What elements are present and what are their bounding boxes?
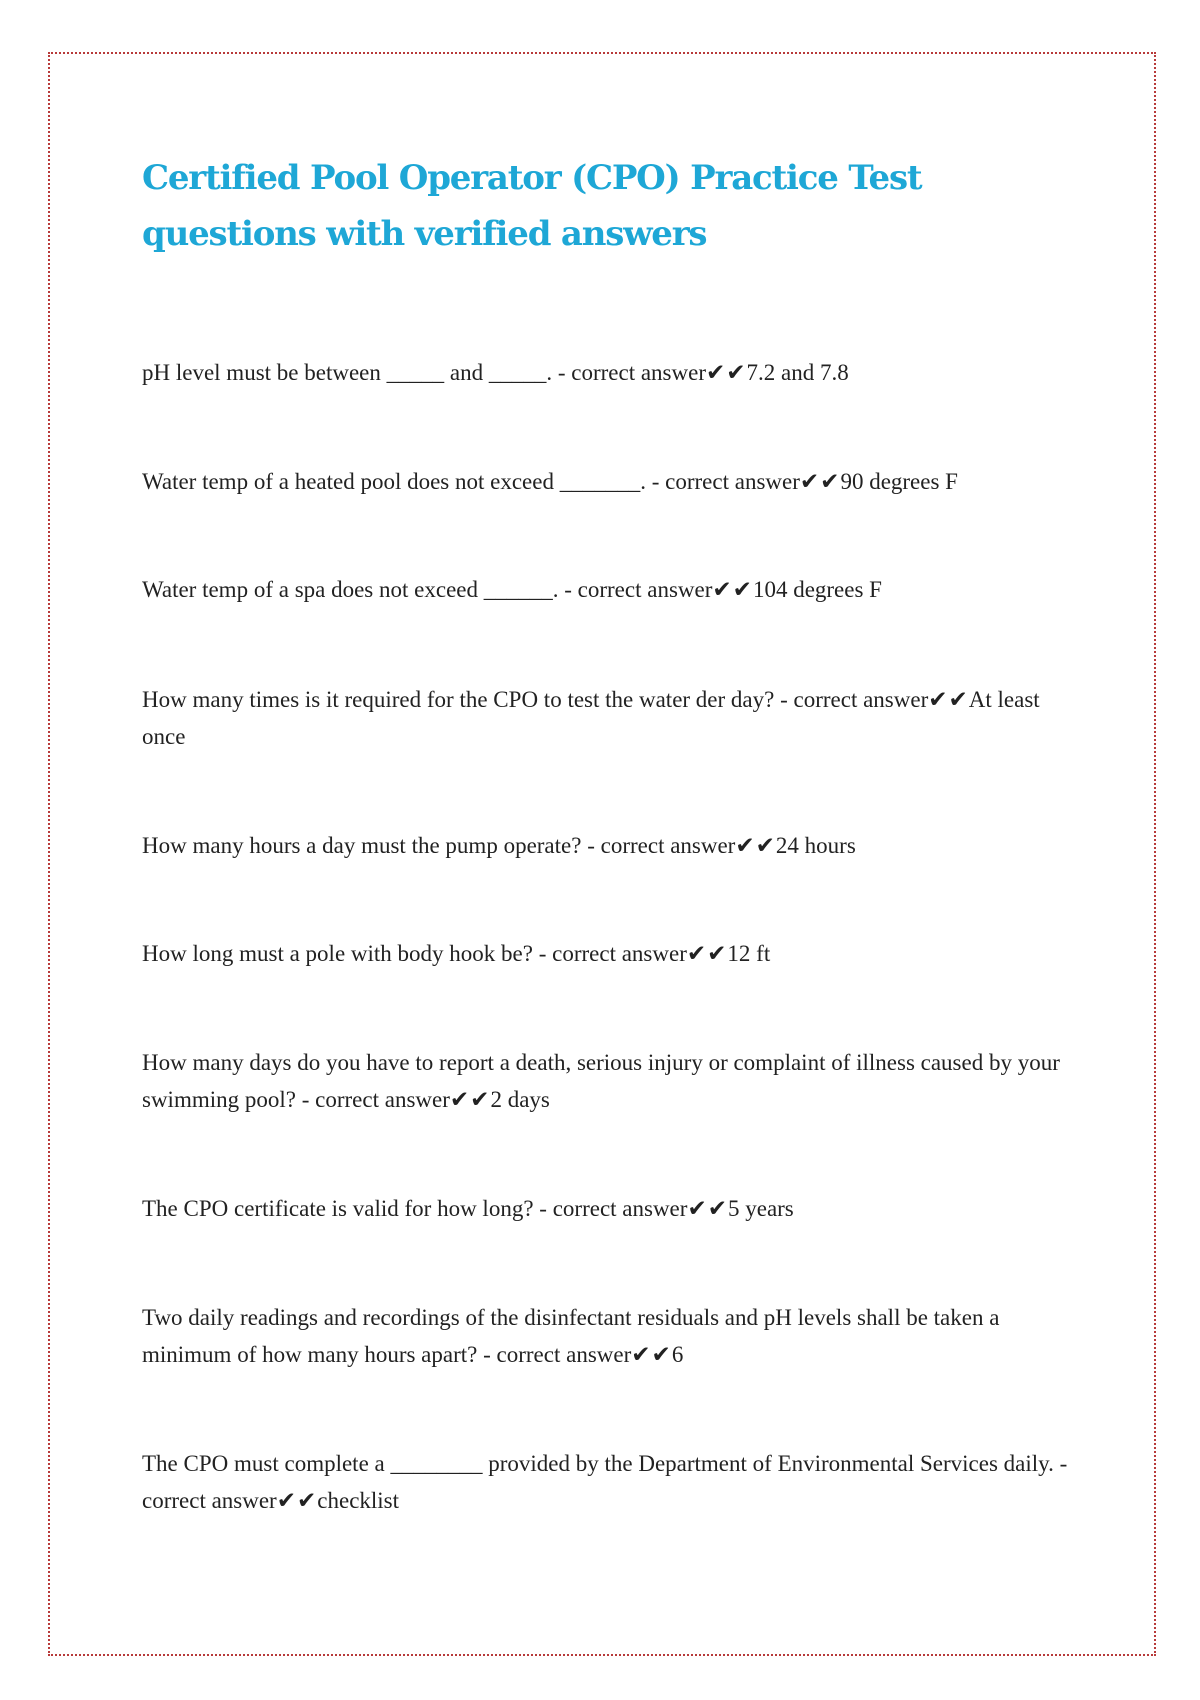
answer-label: correct answer — [571, 360, 706, 385]
check-icon: ✔✔ — [276, 1488, 318, 1513]
qa-item — [142, 1445, 1072, 1519]
answer-label: correct answer — [315, 1087, 450, 1112]
answer-separator: - — [1053, 1451, 1068, 1476]
answer-label: correct answer — [496, 1342, 632, 1367]
answer-separator: - — [645, 469, 666, 494]
check-icon: ✔✔ — [687, 1196, 728, 1221]
answer-text: 104 degrees F — [752, 577, 882, 602]
answer-label: correct answer — [600, 833, 736, 858]
qa-item — [142, 935, 1072, 972]
question-text: Two daily readings and recordings of the disinfectant residuals and pH levels shall be taken a minimum of how many hours apart? — [142, 1305, 1000, 1367]
answer-text: 90 degrees F — [840, 469, 958, 494]
answer-label: correct answer — [552, 941, 687, 966]
document-title: Certified Pool Operator (CPO) Practice Test questions with verified answers — [142, 158, 922, 254]
answer-text: 6 — [671, 1342, 684, 1367]
qa-item — [142, 1044, 1072, 1118]
question-text: How long must a pole with body hook be? — [142, 941, 533, 966]
answer-text: 12 ft — [727, 941, 771, 966]
answer-label: correct answer — [577, 577, 713, 602]
question-text: Water temp of a spa does not exceed ______. — [142, 577, 559, 602]
qa-item — [142, 571, 1072, 608]
check-icon: ✔✔ — [631, 1342, 672, 1367]
answer-label: correct answer — [665, 469, 800, 494]
answer-separator: - — [552, 360, 572, 385]
question-text: The CPO must complete a ________ provided by the Department of Environmental Services daily. — [142, 1451, 1054, 1476]
answer-text: At least once — [142, 687, 1040, 749]
qa-item — [142, 681, 1072, 755]
question-text: How many days do you have to report a death, serious injury or complaint of illness caused by your swimming pool? — [142, 1050, 1060, 1112]
answer-label: correct answer — [142, 1488, 277, 1513]
qa-item — [142, 463, 1072, 500]
check-icon: ✔✔ — [449, 1087, 491, 1112]
question-text: How many times is it required for the CPO to test the water der day? — [142, 687, 775, 712]
question-text: pH level must be between _____ and _____. — [142, 360, 553, 385]
check-icon: ✔✔ — [686, 941, 728, 966]
check-icon: ✔✔ — [706, 360, 747, 385]
check-icon: ✔✔ — [735, 833, 776, 858]
answer-text: 24 hours — [775, 833, 856, 858]
answer-separator: - — [558, 577, 578, 602]
answer-label: correct answer — [793, 687, 929, 712]
question-text: Water temp of a heated pool does not exceed _______. — [142, 469, 646, 494]
answer-label: correct answer — [552, 1196, 688, 1221]
qa-item — [142, 1190, 1072, 1227]
question-text: The CPO certificate is valid for how long? — [142, 1196, 534, 1221]
check-icon: ✔✔ — [712, 577, 753, 602]
question-text: How many hours a day must the pump operate? — [142, 833, 582, 858]
check-icon: ✔✔ — [799, 469, 841, 494]
answer-separator: - — [774, 687, 794, 712]
answer-separator: - — [477, 1342, 497, 1367]
answer-separator: - — [581, 833, 601, 858]
answer-text: 2 days — [490, 1087, 550, 1112]
answer-text: 7.2 and 7.8 — [746, 360, 849, 385]
qa-item — [142, 1299, 1072, 1373]
answer-separator: - — [532, 941, 553, 966]
qa-item — [142, 354, 1072, 391]
answer-separator: - — [533, 1196, 553, 1221]
qa-item — [142, 827, 1072, 864]
answer-text: 5 years — [727, 1196, 794, 1221]
check-icon: ✔✔ — [928, 687, 969, 712]
answer-text: checklist — [317, 1488, 400, 1513]
answer-separator: - — [295, 1087, 316, 1112]
